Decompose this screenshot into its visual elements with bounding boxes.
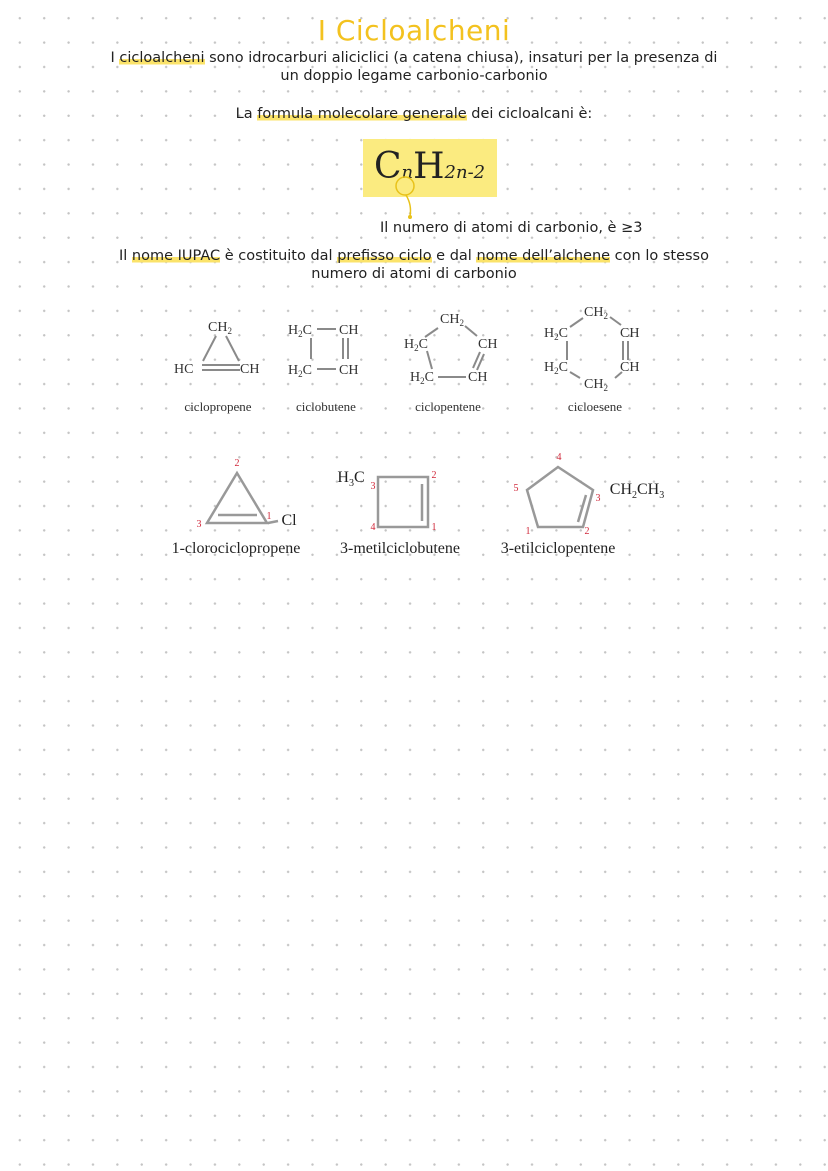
name-ethylcyclopentene: 3-etilciclopentene	[500, 540, 616, 557]
svg-text:CH: CH	[620, 326, 640, 341]
svg-text:5: 5	[513, 483, 519, 494]
svg-text:H2C: $H_2C$	[544, 326, 568, 342]
svg-text:CH: CH	[339, 323, 359, 338]
svg-text:4: 4	[370, 522, 376, 533]
svg-text:2: 2	[234, 458, 240, 469]
formula-h: H	[413, 146, 445, 187]
svg-text:Cl: Cl	[281, 512, 297, 529]
name-cyclopentene: ciclopentene	[415, 399, 481, 414]
svg-text:1: 1	[525, 526, 531, 537]
svg-text:H2C: $H_2C$	[410, 370, 434, 386]
cyclobutene-structure	[288, 323, 358, 414]
svg-text:HC: HC	[174, 362, 194, 377]
highlight-iupac: nome IUPAC	[131, 248, 221, 264]
text: Il	[119, 248, 132, 264]
highlight-formula: formula molecolare generale	[257, 106, 467, 122]
formula-c: C	[374, 146, 402, 187]
highlight-alkene-name: nome dell’alchene	[476, 248, 611, 264]
highlight-cicloalcheni: cicloalcheni	[119, 50, 205, 66]
svg-text:CH2: $CH_2$	[440, 312, 464, 328]
svg-text:CH2CH3: $CH_2CH_3$	[609, 481, 665, 501]
svg-text:3: 3	[595, 493, 601, 504]
text: sono idrocarburi aliciclici (a catena chiusa), insaturi per la presenza di	[204, 50, 718, 66]
highlight-prefix: prefisso ciclo	[337, 248, 432, 264]
svg-text:2: 2	[431, 470, 437, 481]
text: con lo stesso	[610, 248, 709, 264]
svg-text:H2C: $H_2C$	[544, 360, 568, 376]
cyclohexene-structure	[544, 305, 639, 414]
text: La	[235, 106, 258, 122]
svg-text:H2C: $H_2C$	[288, 363, 312, 379]
svg-text:1: 1	[266, 511, 272, 522]
text: dei cicloalcani è:	[466, 106, 593, 122]
name-chlorocyclopropene: 1-clorociclopropene	[171, 540, 301, 557]
svg-text:CH: CH	[468, 370, 488, 385]
name-cyclobutene: ciclobutene	[296, 399, 356, 414]
methylcyclobutene-structure	[337, 469, 460, 557]
text: è costituito dal	[220, 248, 338, 264]
chlorocyclopropene-structure	[172, 458, 301, 557]
svg-text:CH: CH	[620, 360, 640, 375]
svg-text:2: 2	[584, 526, 590, 537]
svg-text:H3C: $H_3C$	[337, 469, 365, 489]
svg-text:CH: CH	[240, 362, 260, 377]
iupac-line-2: numero di atomi di carbonio	[311, 266, 517, 282]
page-title: I Cicloalcheni	[317, 14, 511, 47]
intro-line-2: un doppio legame carbonio-carbonio	[280, 68, 548, 84]
svg-text:CH2: $CH_2$	[584, 305, 608, 321]
cyclopropene-structure	[174, 320, 259, 414]
name-methylcyclobutene: 3-metilciclobutene	[340, 540, 460, 557]
cyclopentene-structure	[404, 312, 497, 414]
svg-text:H2C: $H_2C$	[404, 337, 428, 353]
text: e dal	[431, 248, 477, 264]
svg-text:4: 4	[556, 452, 562, 463]
svg-text:CH2: $CH_2$	[584, 377, 608, 393]
formula-note: Il numero di atomi di carbonio, è ≥3	[380, 220, 643, 236]
svg-text:1: 1	[431, 522, 437, 533]
svg-text:3: 3	[370, 481, 376, 492]
svg-text:3: 3	[196, 519, 202, 530]
text: I	[110, 50, 120, 66]
svg-text:CH: CH	[478, 337, 498, 352]
name-cyclopropene: ciclopropene	[184, 399, 252, 414]
svg-text:H2C: $H_2C$	[288, 323, 312, 339]
formula-h-sub: 2n-2	[444, 162, 486, 183]
ethylcyclopentene-structure	[501, 452, 665, 557]
formula-n: n	[401, 162, 414, 183]
name-cyclohexene: cicloesene	[567, 399, 623, 414]
svg-text:CH2: $CH_2$	[208, 320, 232, 336]
svg-text:CH: CH	[339, 363, 359, 378]
